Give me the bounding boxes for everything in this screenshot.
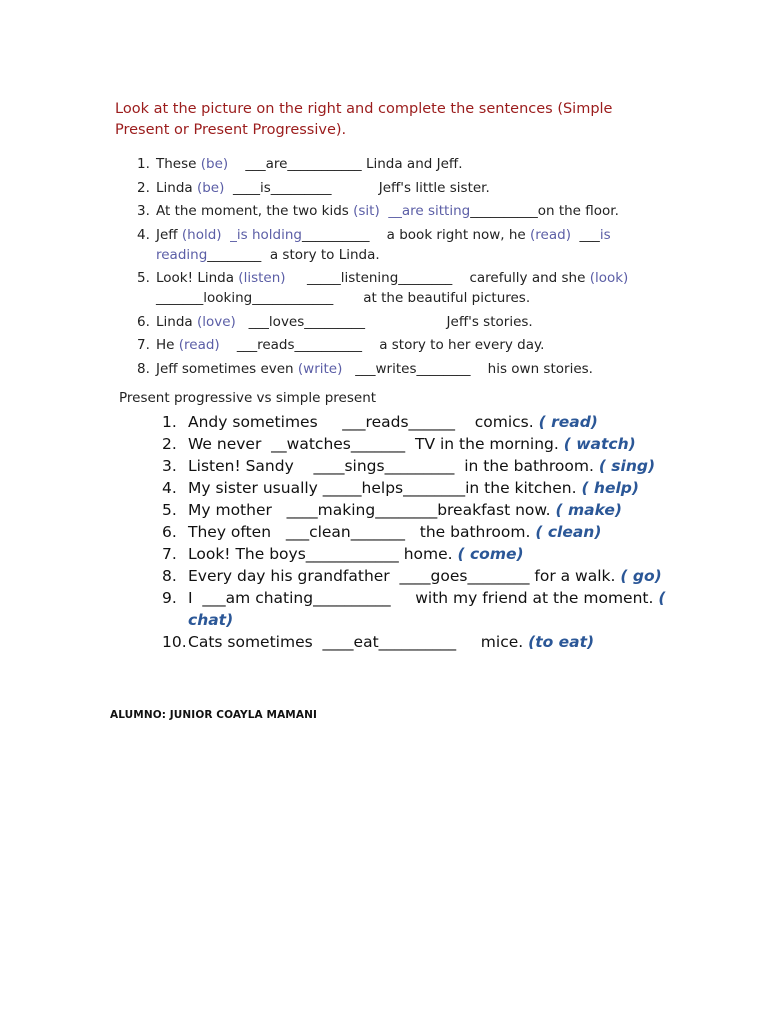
exercise-1-item bbox=[137, 178, 676, 198]
exercise-1-item bbox=[137, 359, 676, 379]
exercise-2-item bbox=[162, 631, 668, 653]
sentence-text: Look! The boys____________ home. bbox=[188, 545, 458, 563]
sentence-text: Every day his grandfather ____goes________ for a walk. bbox=[188, 567, 621, 585]
exercise-2-item bbox=[162, 499, 668, 521]
item-number: 2. bbox=[137, 179, 150, 196]
verb-hint: (listen) bbox=[238, 270, 286, 286]
sentence-text: These bbox=[156, 156, 201, 172]
sentence-text: We never __watches_______ TV in the morning. bbox=[188, 435, 564, 453]
item-number: 2. bbox=[162, 435, 177, 453]
item-number: 7. bbox=[137, 337, 150, 353]
exercise-2-list bbox=[162, 411, 668, 653]
verb-hint: ( clean) bbox=[535, 523, 602, 541]
sentence-text: _____listening________ carefully and she bbox=[285, 270, 590, 286]
verb-hint: ( come) bbox=[457, 545, 524, 563]
item-number: 1. bbox=[137, 156, 150, 172]
item-number: 8. bbox=[162, 567, 177, 585]
sentence-text: Jeff sometimes even bbox=[156, 360, 298, 377]
instructions-text: Look at the picture on the right and complete the sentences (Simple Present or Present Progressive). bbox=[115, 101, 613, 138]
item-number: 8. bbox=[137, 360, 150, 377]
verb-hint: ( go) bbox=[620, 567, 662, 585]
sentence-text: Listen! Sandy ____sings_________ in the bathroom. bbox=[188, 457, 599, 475]
item-number: 6. bbox=[137, 313, 150, 330]
exercise-1-item bbox=[137, 201, 676, 221]
item-number: 5. bbox=[162, 501, 177, 519]
exercise-1-item bbox=[137, 335, 676, 355]
verb-hint: (love) bbox=[196, 313, 236, 330]
verb-hint: (write) bbox=[297, 360, 343, 377]
exercise-2-item bbox=[162, 543, 668, 565]
exercise-2-item bbox=[162, 521, 668, 543]
item-number: 3. bbox=[137, 203, 150, 219]
verb-hint: ( watch) bbox=[563, 435, 636, 453]
sentence-text: __________on the floor. bbox=[470, 203, 619, 219]
item-number: 5. bbox=[137, 270, 150, 286]
student-name: ALUMNO: JUNIOR COAYLA MAMANI bbox=[110, 709, 317, 721]
item-number: 9. bbox=[162, 589, 177, 607]
exercise-1-item bbox=[137, 154, 676, 174]
verb-hint: (hold) bbox=[181, 226, 222, 243]
sentence-text: _______looking____________ at the beautiful pictures. bbox=[156, 270, 633, 306]
sentence-text: Andy sometimes ___reads______ comics. bbox=[188, 413, 539, 431]
sentence-text bbox=[222, 227, 231, 243]
verb-hint: (look) bbox=[589, 270, 629, 286]
verb-hint: ( sing) bbox=[598, 457, 656, 475]
exercise-2-item bbox=[162, 411, 668, 433]
sentence-text: Linda bbox=[156, 313, 197, 330]
verb-hint: _is holding bbox=[230, 226, 302, 243]
sentence-text: Look! Linda bbox=[156, 270, 239, 286]
item-number: 4. bbox=[162, 479, 177, 497]
exercise-1-item bbox=[137, 268, 676, 308]
exercise-2-item bbox=[162, 455, 668, 477]
sentence-text: They often ___clean_______ the bathroom. bbox=[188, 523, 536, 541]
verb-hint: (read) bbox=[178, 337, 220, 353]
sentence-text: He bbox=[156, 337, 179, 353]
verb-hint: __are sitting bbox=[388, 203, 471, 219]
verb-hint: ( chat) bbox=[188, 589, 666, 629]
exercise-1-item bbox=[137, 225, 676, 265]
verb-hint: (read) bbox=[530, 226, 571, 243]
sentence-text: My mother ____making________breakfast now. bbox=[188, 501, 556, 519]
sentence-text: Jeff bbox=[156, 226, 182, 243]
item-number: 1. bbox=[162, 413, 177, 431]
verb-hint: ( make) bbox=[555, 501, 622, 519]
exercise-2-item bbox=[162, 565, 668, 587]
item-number: 4. bbox=[137, 226, 150, 243]
sentence-text: ________ a story to Linda. bbox=[207, 246, 380, 263]
sentence-text: ___are___________ Linda and Jeff. bbox=[228, 156, 463, 172]
section-2-title: Present progressive vs simple present bbox=[119, 390, 377, 406]
sentence-text: __________ a book right now, he bbox=[302, 226, 531, 243]
sentence-text: Linda bbox=[156, 179, 197, 196]
verb-hint: is reading bbox=[156, 226, 615, 263]
item-number: 3. bbox=[162, 457, 177, 475]
sentence-text: ___ bbox=[570, 226, 600, 243]
item-number: 10. bbox=[162, 633, 187, 651]
exercise-2-item bbox=[162, 433, 668, 455]
sentence-text: ___loves_________ Jeff's stories. bbox=[235, 313, 533, 330]
sentence-text: My sister usually _____helps________in the kitchen. bbox=[188, 479, 582, 497]
sentence-text: I ___am chating__________ with my friend at the moment. bbox=[188, 589, 659, 607]
item-number: 6. bbox=[162, 523, 177, 541]
exercise-2-item bbox=[162, 587, 668, 631]
exercise-2-item bbox=[162, 477, 668, 499]
verb-hint: (sit) bbox=[353, 203, 380, 219]
verb-hint: ( read) bbox=[538, 413, 598, 431]
verb-hint: ( help) bbox=[581, 479, 639, 497]
verb-hint: (to eat) bbox=[528, 633, 595, 651]
sentence-text: Cats sometimes ____eat__________ mice. bbox=[188, 633, 529, 651]
verb-hint: (be) bbox=[200, 156, 229, 172]
sentence-text: ___writes________ his own stories. bbox=[342, 360, 593, 377]
exercise-1-list bbox=[137, 154, 676, 382]
exercise-1-item bbox=[137, 312, 676, 332]
sentence-text: ____is_________ Jeff's little sister. bbox=[224, 179, 490, 196]
sentence-text: At the moment, the two kids bbox=[156, 203, 354, 219]
sentence-text: ___reads__________ a story to her every day. bbox=[219, 337, 545, 353]
verb-hint: (be) bbox=[196, 179, 225, 196]
item-number: 7. bbox=[162, 545, 177, 563]
